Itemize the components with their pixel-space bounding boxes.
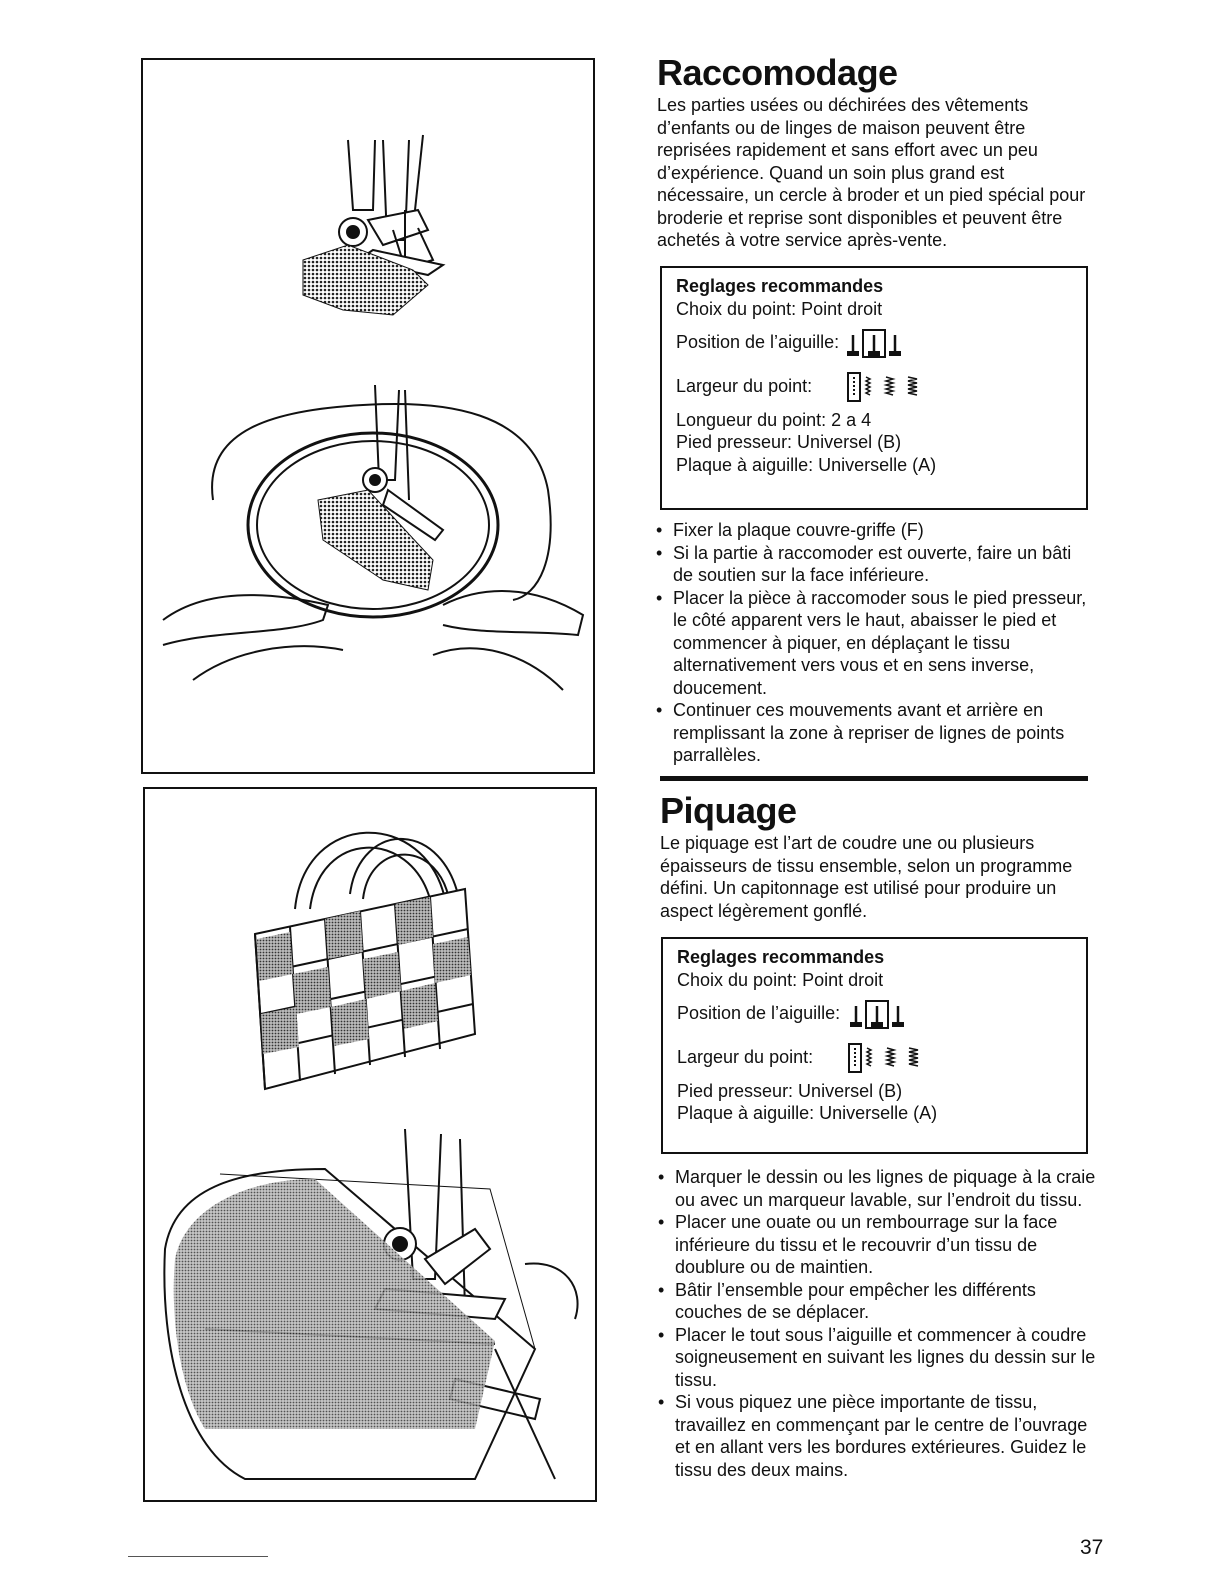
list-item: • Fixer la plaque couvre-griffe (F) (656, 519, 1096, 542)
needle-plate: Plaque à aiguille: Universelle (A) (677, 1103, 938, 1123)
list-item: • Placer une ouate ou un rembourrage sur la face inférieure du tissu et le recouvrir d’un tissu de doublure ou de maintien. (658, 1211, 1098, 1279)
settings-heading: Reglages recommandes (677, 947, 885, 967)
piquage-section (660, 790, 1100, 922)
stitch-choice: Choix du point: Point droit (677, 970, 884, 990)
section-divider (660, 776, 1088, 781)
list-item: • Si vous piquez une pièce importante de tissu, travaillez en commençant par le centre de l’ouvrage et en allant vers les bordures extérieures. Guidez le tissu des deux mains. (658, 1391, 1098, 1481)
needle-position-label: Position de l’aiguille: (677, 1003, 841, 1023)
quilting-illustration (145, 789, 595, 1500)
stitch-width-row (677, 1036, 1074, 1080)
darned-patch-1 (303, 245, 428, 315)
quilting-illustration-panel (143, 787, 597, 1502)
list-item: • Placer la pièce à raccomoder sous le pied presseur, le côté apparent vers le haut, abaisser le pied et commencer à piquer, en déplaçant le tissu alternativement vers vous et en sens inverse, doucement. (656, 587, 1096, 700)
quilting-fabric-shading (174, 1179, 495, 1429)
presser-foot: Pied presseur: Universel (B) (676, 432, 902, 452)
needle-position-row (677, 992, 1074, 1036)
list-item: • Placer le tout sous l’aiguille et commencer à coudre soigneusement en suivant les lignes du dessin sur le tissu. (658, 1324, 1098, 1392)
piquage-settings-box (661, 937, 1088, 1154)
raccomodage-settings-box (660, 266, 1088, 510)
needle-position-row (676, 321, 1074, 365)
raccomodage-intro: Les parties usées ou déchirées des vêtements d’enfants ou de linges de maison peuvent être reprisées rapidement et sans effort avec un peu d’expérience. Quand un soin plus grand est nécessaire, un cercle à broder et un pied spécial pour broderie et reprise sont disponibles et peuvent être achetés à votre service après-vente. (657, 95, 1086, 250)
needle-position-icon (845, 327, 905, 359)
footer-rule (128, 1556, 268, 1557)
needle-position-icon (848, 998, 908, 1030)
stitch-length: Longueur du point: 2 a 4 (676, 409, 872, 430)
darning-illustration-panel (141, 58, 595, 774)
piquage-instructions (658, 1166, 1098, 1481)
raccomodage-instructions (656, 519, 1096, 767)
stitch-width-row (676, 365, 1074, 409)
darning-illustration (143, 60, 593, 772)
needle-position-label: Position de l’aiguille: (676, 332, 840, 352)
presser-foot: Pied presseur: Universel (B) (677, 1080, 903, 1101)
darned-patch-2 (318, 490, 433, 590)
stitch-width-label: Largeur du point: (676, 376, 813, 396)
settings-heading: Reglages recommandes (676, 276, 884, 296)
raccomodage-section (657, 52, 1097, 252)
list-item: • Marquer le dessin ou les lignes de piquage à la craie ou avec un marqueur lavable, sur l’endroit du tissu. (658, 1166, 1098, 1211)
list-item: • Continuer ces mouvements avant et arrière en remplissant la zone à repriser de lignes de points parrallèles. (656, 699, 1096, 767)
piquage-intro: Le piquage est l’art de coudre une ou plusieurs épaisseurs de tissu ensemble, selon un programme défini. Un capitonnage est utilisé pour produire un aspect légèrement gonflé. (660, 833, 1073, 921)
stitch-width-label: Largeur du point: (677, 1047, 814, 1067)
page-number: 37 (1080, 1536, 1104, 1559)
needle-plate: Plaque à aiguille: Universelle (A) (676, 454, 937, 475)
stitch-width-icon (846, 371, 942, 403)
stitch-choice: Choix du point: Point droit (676, 299, 883, 319)
stitch-width-icon (847, 1042, 943, 1074)
raccomodage-title: Raccomodage (657, 52, 898, 93)
list-item: • Si la partie à raccomoder est ouverte, faire un bâti de soutien sur la face inférieure. (656, 542, 1096, 587)
list-item: • Bâtir l’ensemble pour empêcher les différents couches de se déplacer. (658, 1279, 1098, 1324)
piquage-title: Piquage (660, 790, 797, 831)
